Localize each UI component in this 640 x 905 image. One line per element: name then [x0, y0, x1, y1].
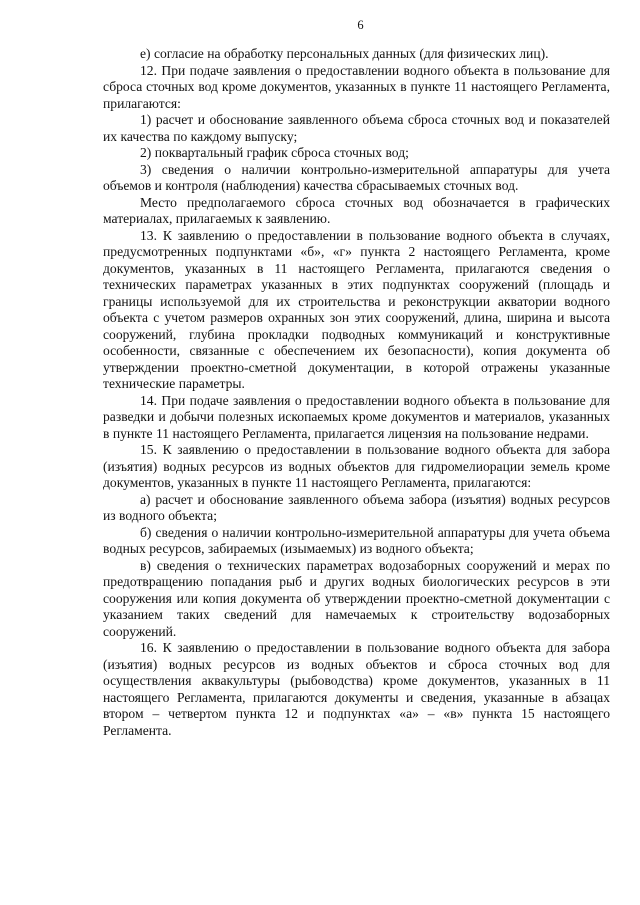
paragraph-12-item-1: 1) расчет и обоснование заявленного объема сброса сточных вод и показателей их качества по каждому выпуску; — [103, 112, 610, 144]
page-number: 6 — [357, 18, 364, 32]
paragraph-15: 15. К заявлению о предоставлении в пользование водного объекта для забора (изъятия) водных ресурсов из водных объектов для гидромелиорации земель кроме документов, указанных в пункте 11 настоящего Регламента, прилагаются: — [103, 442, 610, 490]
paragraph-14: 14. При подаче заявления о предоставлении водного объекта в пользование для разведки и добычи полезных ископаемых кроме документов и материалов, указанных в пункте 11 настоящего Регламента, прилагается лицензия на пользование недрами. — [103, 392, 610, 441]
paragraph-discharge-location: Место предполагаемого сброса сточных вод обозначается в графических материалах, прилагаемых к заявлению. — [103, 194, 610, 226]
paragraph-consent: е) согласие на обработку персональных данных (для физических лиц). — [140, 46, 549, 61]
paragraph-12: 12. При подаче заявления о предоставлении водного объекта в пользование для сброса сточных вод кроме документов, указанных в пункте 11 настоящего Регламента, прилагаются: — [103, 62, 610, 111]
paragraph-16: 16. К заявлению о предоставлении в пользование водного объекта для забора (изъятия) водных ресурсов из водных объектов и сброса сточных вод для осуществления аквакультуры (рыбоводства) кроме документов, указанных в 11 настоящего Регламента, прилагаются документы и сведения, указанные в абзацах втором – четвертом пункта 12 и подпунктах «а» – «в» пункта 15 настоящего Регламента. — [103, 640, 610, 738]
paragraph-15-item-b: б) сведения о наличии контрольно-измерительной аппаратуры для учета объема водных ресурсов, забираемых (изымаемых) из водного объекта; — [103, 524, 610, 556]
paragraph-12-item-2: 2) поквартальный график сброса сточных вод; — [140, 145, 409, 160]
paragraph-15-item-a: а) расчет и обоснование заявленного объема забора (изъятия) водных ресурсов из водного объекта; — [103, 491, 610, 523]
paragraph-13: 13. К заявлению о предоставлении в пользование водного объекта в случаях, предусмотренных подпунктами «б», «г» пункта 2 настоящего Регламента, кроме документов, указанных в 11 настоящего Регламента, прилагаются сведения о технических параметрах указанных в этих подпунктах сооружений (площадь и границы используемой для их строительства и реконструкции акватории водного объекта с учетом размеров охранных зон этих сооружений, длина, ширина и высота сооружений, глубина прокладки подводных коммуникаций и конструктивные особенности, связанные с обеспечением их безопасности), копия документа об утверждении проектно-сметной документации, в которой отражены указанные технические параметры. — [103, 227, 610, 391]
document-body — [103, 46, 610, 739]
paragraph-12-item-3: 3) сведения о наличии контрольно-измерительной аппаратуры для учета объемов и контроля (наблюдения) качества сбрасываемых сточных вод. — [103, 161, 610, 193]
paragraph-15-item-v: в) сведения о технических параметрах водозаборных сооружений и мерах по предотвращению попадания рыб и других водных биологических ресурсов в эти сооружения или копия документа об утверждении проектно-сметной документации с указанием таких сведений для намечаемых к строительству водозаборных сооружений. — [103, 557, 610, 639]
